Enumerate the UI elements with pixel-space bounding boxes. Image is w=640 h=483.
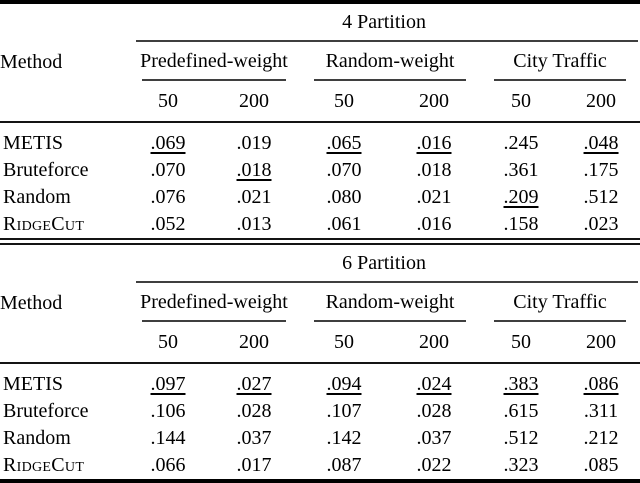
value-cell: .037 (236, 427, 272, 449)
value-cell: .019 (236, 132, 272, 154)
table-separator-rule (0, 238, 640, 245)
table-row-random (0, 425, 640, 452)
partition-6-table (0, 245, 640, 479)
row-label: METIS (3, 132, 63, 154)
table-row-ridgecut (0, 452, 640, 479)
row-label: Random (3, 186, 71, 208)
partition-title: 4 Partition (342, 10, 426, 33)
value-cell: .080 (326, 186, 362, 208)
partition-underline-rule (136, 40, 638, 42)
group-header-city-traffic: City Traffic (513, 49, 607, 72)
group-header-predefined-weight: Predefined-weight (140, 290, 288, 313)
row-label: RidgeCut (3, 213, 85, 235)
value-cell: .085 (583, 454, 619, 476)
group-underline-rule (494, 320, 626, 322)
subcol-header-200: 200 (586, 331, 617, 353)
value-cell: .069 (150, 132, 186, 154)
value-cell: .076 (150, 186, 186, 208)
subcol-header-200: 200 (239, 90, 269, 112)
method-column-header: Method (0, 51, 63, 73)
value-cell: .027 (236, 373, 272, 395)
method-column-header: Method (0, 292, 63, 314)
subcol-header-50: 50 (158, 90, 178, 112)
subcol-header-50: 50 (158, 331, 178, 353)
group-header-predefined-weight: Predefined-weight (140, 49, 288, 72)
row-label: Bruteforce (3, 400, 89, 422)
value-cell: .052 (150, 213, 186, 235)
partition-header-row (0, 4, 640, 40)
row-label: Random (3, 427, 71, 449)
value-cell: .021 (416, 186, 452, 208)
value-cell: .087 (326, 454, 362, 476)
value-cell: .144 (150, 427, 186, 449)
group-underline-rule (494, 79, 626, 81)
table-row-ridgecut (0, 211, 640, 238)
subcol-header-200: 200 (586, 90, 617, 112)
partition-4-table (0, 4, 640, 238)
group-underline-rule (314, 79, 466, 81)
value-cell: .512 (503, 427, 539, 449)
group-underline-rule (142, 320, 286, 322)
value-cell: .383 (503, 373, 539, 395)
value-cell: .024 (416, 373, 452, 395)
value-cell: .016 (416, 213, 452, 235)
table-row-random (0, 184, 640, 211)
partition-header-row (0, 245, 640, 281)
row-label: METIS (3, 373, 63, 395)
value-cell: .037 (416, 427, 452, 449)
value-cell: .048 (583, 132, 619, 154)
value-cell: .016 (416, 132, 452, 154)
value-cell: .028 (236, 400, 272, 422)
value-cell: .097 (150, 373, 186, 395)
table-row-metis (0, 365, 640, 398)
row-label: Bruteforce (3, 159, 89, 181)
value-cell: .212 (583, 427, 619, 449)
header-body-divider-rule (0, 362, 640, 364)
subcol-header-200: 200 (419, 90, 449, 112)
table-row-bruteforce (0, 157, 640, 184)
value-cell: .070 (150, 159, 186, 181)
value-cell: .094 (326, 373, 362, 395)
subcol-header-50: 50 (511, 331, 531, 353)
value-cell: .028 (416, 400, 452, 422)
group-header-random-weight: Random-weight (325, 49, 455, 72)
value-cell: .158 (503, 213, 539, 235)
row-label: RidgeCut (3, 454, 85, 476)
partition-title: 6 Partition (342, 251, 426, 274)
value-cell: .021 (236, 186, 272, 208)
value-cell: .086 (583, 373, 619, 395)
value-cell: .175 (583, 159, 619, 181)
value-cell: .323 (503, 454, 539, 476)
group-underline-rule (142, 79, 286, 81)
value-cell: .023 (583, 213, 619, 235)
subcol-header-50: 50 (334, 90, 354, 112)
value-cell: .107 (326, 400, 362, 422)
value-cell: .022 (416, 454, 452, 476)
header-body-divider-rule (0, 121, 640, 123)
subcol-header-50: 50 (334, 331, 354, 353)
value-cell: .066 (150, 454, 186, 476)
subcol-header-200: 200 (239, 331, 269, 353)
value-cell: .512 (583, 186, 619, 208)
subcol-header-50: 50 (511, 90, 531, 112)
value-cell: .070 (326, 159, 362, 181)
value-cell: .061 (326, 213, 362, 235)
group-header-random-weight: Random-weight (325, 290, 455, 313)
value-cell: .209 (503, 186, 539, 208)
value-cell: .615 (503, 400, 539, 422)
table-row-bruteforce (0, 398, 640, 425)
value-cell: .018 (416, 159, 452, 181)
group-header-city-traffic: City Traffic (513, 290, 607, 313)
value-cell: .245 (503, 132, 539, 154)
value-cell: .065 (326, 132, 362, 154)
group-underline-rule (314, 320, 466, 322)
value-cell: .013 (236, 213, 272, 235)
value-cell: .106 (150, 400, 186, 422)
value-cell: .311 (583, 400, 619, 422)
table-row-metis (0, 124, 640, 157)
bottom-rule (0, 479, 640, 483)
partition-underline-rule (136, 281, 638, 283)
value-cell: .017 (236, 454, 272, 476)
value-cell: .018 (236, 159, 272, 181)
value-cell: .361 (503, 159, 539, 181)
subcol-header-200: 200 (419, 331, 449, 353)
value-cell: .142 (326, 427, 362, 449)
